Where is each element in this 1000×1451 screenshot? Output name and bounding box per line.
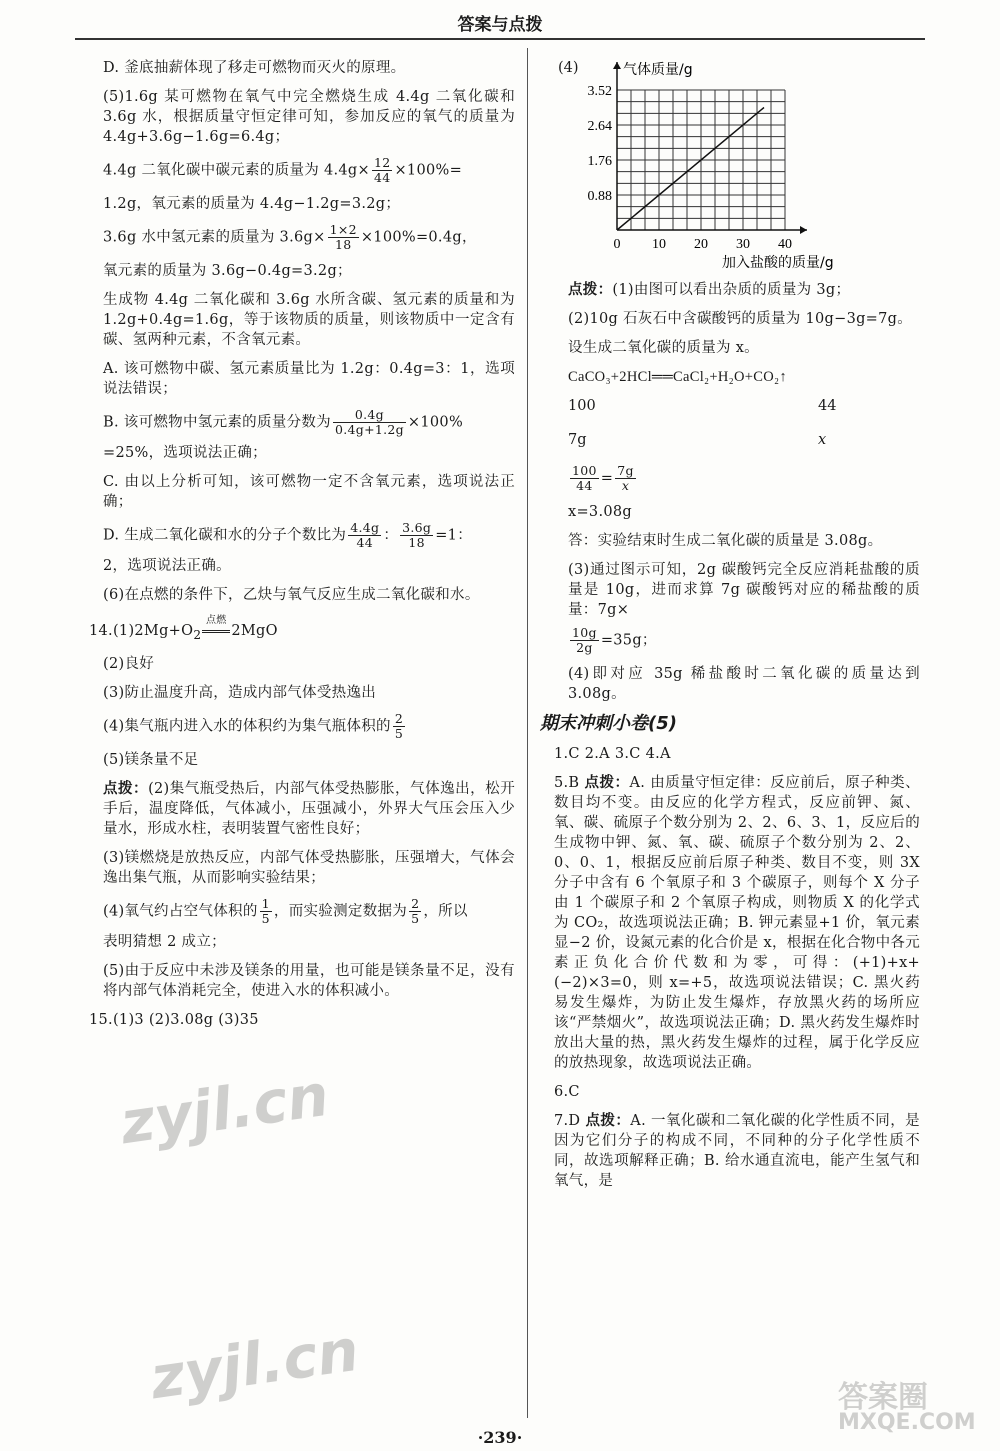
tip-label: 点拨： xyxy=(568,281,613,298)
denominator: 2g xyxy=(576,640,593,655)
answer-7 xyxy=(554,1111,920,1191)
text: =1： xyxy=(435,527,473,544)
text: = xyxy=(600,470,614,487)
header-rule xyxy=(75,38,925,40)
mass-row-2 xyxy=(568,430,920,450)
left-p8: A. 该可燃物中碳、氢元素质量比为 1.2g：0.4g=3：1，选项说法错误； xyxy=(103,361,515,397)
fraction xyxy=(333,408,406,437)
fraction xyxy=(328,223,359,252)
numerator: 0.4g xyxy=(333,408,406,423)
text: (4)氧气约占空气体积的 xyxy=(103,903,258,920)
text: (4)集气瓶内进入水的体积约为集气瓶体积的 xyxy=(103,718,391,735)
subscript: 2 xyxy=(193,627,202,642)
y-tick-label: 2.64 xyxy=(587,119,612,134)
text: (1)2Mg+O xyxy=(112,623,194,639)
gas-mass-chart xyxy=(572,58,872,280)
y-axis-label: 气体质量/g xyxy=(623,62,693,78)
left-p5 xyxy=(103,223,515,252)
left-p14: (6)在点燃的条件下，乙炔与氧气反应生成二氧化碳和水。 xyxy=(103,587,480,603)
watermark: 答案圈 xyxy=(838,1380,928,1415)
watermark: zyjl.cn xyxy=(116,1060,333,1158)
text: A. 由质量守恒定律：反应前后，原子种类、数目均不变。由反应的化学方程式，反应前钾、氮、氧、碳、硫原子个数分别为 2、2、6、3、1，反应后的生成物中钾、氮、氧、碳、硫原子个数分别为 2、2、0、0、1，根据反应前后原子种类、数目不变，则 3X 分子中含有 6 个氧原子和 3 个碳原子，则每个 X 分子由 1 个碳原子和 2 个氧原子构成，则物质 X 的化学式为 CO₂，故选项说法正确；B. 钾元素显+1 价，氧元素显−2 价，设氮元素的化合价是 x，根据在化合物中各元素正负化合价代数和为零，可得：(+1)+x+(−2)×3=0，则 x=+5，故选项说法错误；C. 黑火药易发生爆炸，为防止发生爆炸，存放黑火药的场所应该“严禁烟火”，故选项说法正确；D. 黑火药发生爆炸时放出大量的热，黑火药发生爆炸的过程，属于化学反应的放热现象，故选项说法正确。 xyxy=(554,775,920,1071)
left-p10: =25%，选项说法正确； xyxy=(103,445,267,461)
q14-tip-5: (5)由于反应中未涉及镁条的用量，也可能是镁条量不足，没有将内部气体消耗完全，使进入水的体积减小。 xyxy=(103,962,515,999)
answers-1-4: 1.C 2.A 3.C 4.A xyxy=(554,746,671,762)
denominator: 44 xyxy=(356,535,374,550)
actual-mass-caco3: 7g xyxy=(568,432,587,448)
text: 3.6g 水中氢元素的质量为 3.6g× xyxy=(103,229,326,246)
text: ： xyxy=(383,527,399,544)
left-p6: 氧元素的质量为 3.6g−0.4g=3.2g； xyxy=(103,263,352,279)
denominator: 18 xyxy=(408,535,425,550)
chart-question-label: (4) xyxy=(558,60,579,76)
fraction xyxy=(570,464,599,493)
denominator: x xyxy=(621,478,630,493)
x-tick-label: 10 xyxy=(652,237,666,252)
fraction xyxy=(393,712,405,741)
column-divider xyxy=(527,48,528,1418)
left-p7: 生成物 4.4g 二氧化碳和 3.6g 水所含碳、氢元素的质量和为 1.2g+0.4g=1.6g，等于该物质的质量，则该物质中一定含有碳、氢两种元素，不含氧元素。 xyxy=(103,292,515,348)
x-axis-arrow xyxy=(800,226,807,234)
numerator: 7g xyxy=(617,463,634,478)
left-p12 xyxy=(103,521,515,550)
tip-label: 点拨： xyxy=(584,774,630,791)
left-p4: 1.2g，氧元素的质量为 4.4g−1.2g=3.2g； xyxy=(103,196,401,212)
y-tick-label: 3.52 xyxy=(587,84,612,99)
answer-6: 6.C xyxy=(554,1084,580,1100)
denominator: 5 xyxy=(411,910,420,926)
q14-1 xyxy=(89,615,515,645)
condition-text: 点燃 xyxy=(206,615,227,626)
answer-label: 5.B xyxy=(554,775,580,791)
mass-row-1 xyxy=(568,396,920,416)
chemical-equation: CaCO₃+2HCl══CaCl₂+H₂O+CO₂↑ xyxy=(568,369,787,385)
page-header: 答案与点拨 xyxy=(457,15,543,35)
text: ×100% xyxy=(407,414,464,431)
question-number: 14. xyxy=(89,623,113,639)
chart-block xyxy=(558,58,920,280)
text: ×100%= xyxy=(394,162,463,179)
text: ，而实验测定数据为 xyxy=(273,903,408,920)
fraction xyxy=(348,521,381,550)
q14-tip-3 xyxy=(103,897,515,926)
text: B. 该可燃物中氢元素的质量分数为 xyxy=(103,414,331,431)
x-tick-label: 0 xyxy=(613,237,621,252)
fraction xyxy=(409,897,421,926)
reaction-condition xyxy=(201,615,231,641)
numerator: 4.4g xyxy=(350,520,380,535)
answer-label: 7.D xyxy=(554,1113,581,1129)
denominator: 44 xyxy=(373,170,391,185)
denominator: 0.4g+1.2g xyxy=(334,422,404,437)
q14-tip-2: (3)镁燃烧是放热反应，内部气体受热膨胀，压强增大，气体会逸出集气瓶，从而影响实验结果； xyxy=(103,849,515,886)
right-r1 xyxy=(568,280,920,300)
y-tick-label: 0.88 xyxy=(587,189,612,204)
q14-2: (2)良好 xyxy=(103,655,155,672)
right-r4: x=3.08g xyxy=(568,504,632,520)
ratio-equation xyxy=(568,464,920,493)
left-p13: 2，选项说法正确。 xyxy=(103,558,231,574)
x-axis-label: 加入盐酸的质量/g xyxy=(722,255,834,271)
left-column xyxy=(89,58,516,1039)
denominator: 44 xyxy=(576,478,593,493)
y-axis-arrow xyxy=(613,62,621,69)
fraction xyxy=(570,626,599,655)
text: ，所以 xyxy=(423,903,468,920)
text: D. 生成二氧化碳和水的分子个数比为 xyxy=(103,527,347,544)
left-p1: D. 釜底抽薪体现了移走可燃物而灭火的原理。 xyxy=(103,60,406,76)
q14-5: (5)镁条量不足 xyxy=(103,751,199,768)
y-tick-label: 1.76 xyxy=(587,154,612,169)
x-tick-label: 20 xyxy=(694,237,708,252)
q14-3: (3)防止温度升高，造成内部气体受热逸出 xyxy=(103,684,377,701)
numerator: 2 xyxy=(394,710,404,726)
right-r7 xyxy=(568,626,920,655)
numerator: 1×2 xyxy=(329,222,357,237)
unknown-co2: x xyxy=(818,432,827,448)
left-p9 xyxy=(103,408,515,437)
q14-tip-4: 表明猜想 2 成立； xyxy=(103,933,226,950)
numerator: 12 xyxy=(373,155,391,170)
fraction xyxy=(260,897,272,926)
left-p11: C. 由以上分析可知，该可燃物一定不含氧元素，选项说法正确； xyxy=(103,474,515,510)
molar-mass-co2: 44 xyxy=(818,398,837,414)
numerator: 100 xyxy=(572,463,597,478)
right-r5: 答：实验结束时生成二氧化碳的质量是 3.08g。 xyxy=(568,533,883,549)
text: =35g； xyxy=(600,632,657,649)
fraction xyxy=(372,156,393,185)
denominator: 5 xyxy=(261,910,270,926)
fraction xyxy=(615,464,636,493)
right-r8: (4)即对应 35g 稀盐酸时二氧化碳的质量达到 3.08g。 xyxy=(568,666,920,702)
x-tick-label: 30 xyxy=(736,237,750,252)
answer-5 xyxy=(554,773,920,1073)
numerator: 2 xyxy=(411,895,420,911)
text: 2MgO xyxy=(231,623,278,639)
left-p2: (5)1.6g 某可燃物在氧气中完全燃烧生成 4.4g 二氧化碳和3.6g 水，根据质量守恒定律可知，参加反应的氧气的质量为4.4g+3.6g−1.6g=6.4g； xyxy=(103,89,515,145)
denominator: 5 xyxy=(394,725,404,741)
watermark: zyjl.cn xyxy=(146,1315,363,1413)
section-title: 期末冲刺小卷(5) xyxy=(540,713,677,734)
watermark: MXQE.COM xyxy=(838,1410,976,1435)
text: (2)集气瓶受热后，内部气体受热膨胀，气体逸出，松开手后，温度降低，气体减小，压强减小，外界大气压会压入少量水，形成水柱，表明装置气密性良好； xyxy=(103,780,516,837)
right-r6: (3)通过图示可知，2g 碳酸钙完全反应消耗盐酸的质量是 10g，进而求算 7g 碳酸钙对应的稀盐酸的质量：7g× xyxy=(568,562,920,618)
tip-label: 点拨： xyxy=(585,1112,631,1129)
left-p3 xyxy=(103,156,515,185)
text: 4.4g 二氧化碳中碳元素的质量为 4.4g× xyxy=(103,162,370,179)
numerator: 1 xyxy=(261,895,270,911)
series-line-co2 xyxy=(617,108,764,231)
fraction xyxy=(400,521,433,550)
text: (1)由图可以看出杂质的质量为 3g； xyxy=(612,282,851,298)
q14-tip-1 xyxy=(103,779,515,839)
numerator: 3.6g xyxy=(402,520,432,535)
q15: 15.(1)3 (2)3.08g (3)35 xyxy=(89,1011,259,1028)
q14-4 xyxy=(103,712,515,741)
right-column xyxy=(540,58,920,1200)
right-r3: 设生成二氧化碳的质量为 x。 xyxy=(568,340,759,356)
x-tick-label: 40 xyxy=(778,237,792,252)
tip-label: 点拨： xyxy=(103,779,149,797)
molar-mass-caco3: 100 xyxy=(568,398,596,414)
page-number: ·239· xyxy=(477,1428,523,1447)
right-r2: (2)10g 石灰石中含碳酸钙的质量为 10g−3g=7g。 xyxy=(568,311,913,327)
text: ×100%=0.4g， xyxy=(360,229,477,246)
denominator: 18 xyxy=(334,237,352,252)
text: A. 一氧化碳和二氧化碳的化学性质不同，是因为它们分子的构成不同，不同种的分子化学性质不同，故选项解释正确；B. 给水通直流电，能产生氢气和氧气，是 xyxy=(554,1113,920,1189)
numerator: 10g xyxy=(572,625,597,640)
